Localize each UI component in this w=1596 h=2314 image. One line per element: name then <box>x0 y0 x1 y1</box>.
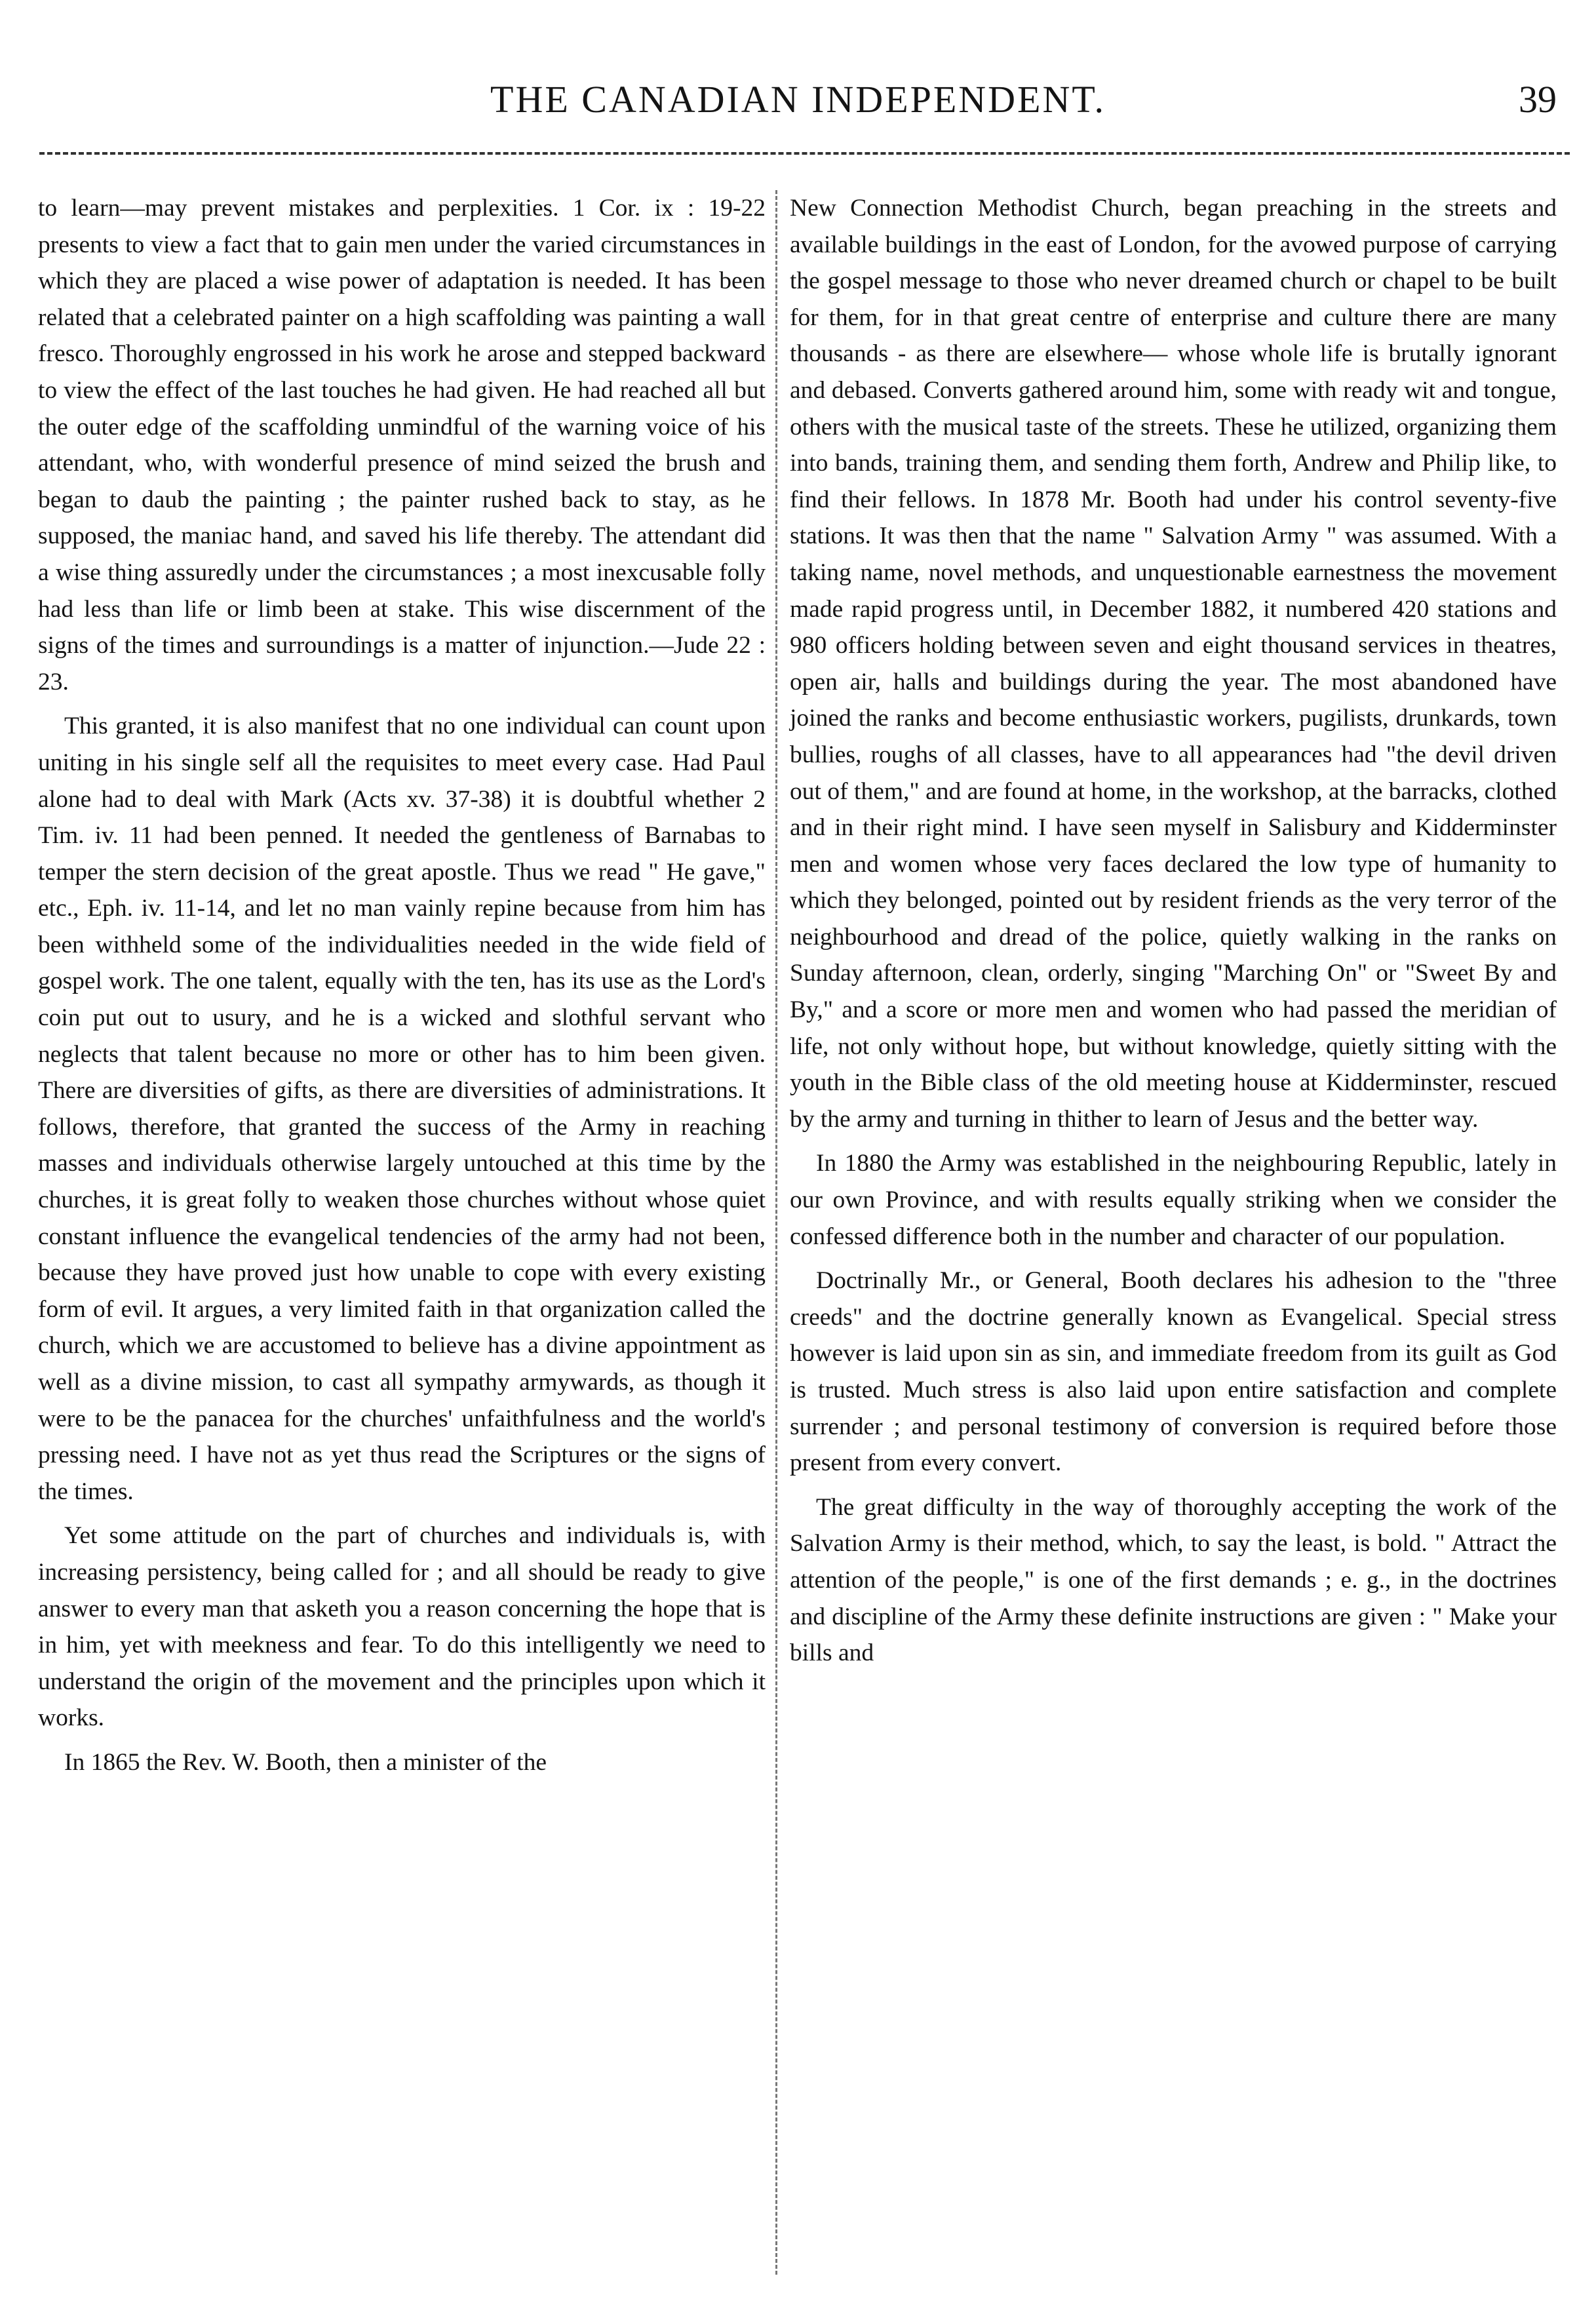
header-rule <box>39 152 1570 155</box>
page-header <box>26 77 1570 130</box>
paragraph: New Connection Methodist Church, began preaching in the streets and available buildings in the east of London, for the avowed purpose of carrying the gospel message to those who never dreamed church or chapel to be built for them, for in that great centre of enterprise and culture there are many thousands - as there are elsewhere— whose whole life is brutally ignorant and debased. Converts gathered around him, some with ready wit and tongue, others with the musical taste of the streets. These he utilized, organizing them into bands, training them, and sending them forth, Andrew and Philip like, to find their fellows. In 1878 Mr. Booth had under his control seventy-five stations. It was then that the name " Salvation Army " was assumed. With a taking name, novel methods, and unquestionable earnestness the movement made rapid progress until, in December 1882, it numbered 420 stations and 980 officers holding between seven and eight thousand services in theatres, open air, halls and buildings during the year. The most abandoned have joined the ranks and become enthusiastic workers, pugilists, drunkards, town bullies, roughs of all classes, have to all appearances had "the devil driven out of them," and are found at home, in the workshop, at the barracks, clothed and in their right mind. I have seen myself in Salisbury and Kidderminster men and women whose very faces declared the low type of humanity to which they belonged, pointed out by resident friends as the very terror of the neighbourhood and dread of the police, quietly walking in the ranks on Sunday afternoon, clean, orderly, singing "Marching On" or "Sweet By and By," and a score or more men and women who had passed the meridian of life, not only without hope, but without knowledge, quietly sitting with the youth in the Bible class of the old meeting house at Kidderminster, rescued by the army and turning in thither to learn of Jesus and the better way. <box>790 195 1557 1133</box>
left-column <box>38 190 766 1781</box>
page-number: 39 <box>1519 78 1557 121</box>
paragraph: The great difficulty in the way of thoroughly accepting the work of the Salvation Army is their method, which, to say the least, is bold. " Attract the attention of the people," is one of the first demands ; e. g., in the doctrines and discipline of the Army these definite instructions are given : " Make your bills and <box>790 1493 1557 1667</box>
paragraph: to learn—may prevent mistakes and perplexities. 1 Cor. ix : 19-22 presents to view a fact that to gain men under the varied circumstances in which they are placed a wise power of adaptation is needed. It has been related that a celebrated painter on a high scaffolding was painting a wall fresco. Thoroughly engrossed in his work he arose and stepped backward to view the effect of the last touches he had given. He had reached all but the outer edge of the scaffolding unmindful of the warning voice of his attendant, who, with wonderful presence of mind seized the brush and began to daub the painting ; the painter rushed back to stay, as he supposed, the maniac hand, and saved his life thereby. The attendant did a wise thing assuredly under the circumstances ; a most inexcusable folly had less than life or limb been at stake. This wise discernment of the signs of the times and surroundings is a matter of injunction.—Jude 22 : 23. <box>38 195 766 696</box>
paragraph: Doctrinally Mr., or General, Booth declares his adhesion to the "three creeds" and the doctrine generally known as Evangelical. Special stress however is laid upon sin as sin, and immediate freedom from its guilt as God is trusted. Much stress is also laid upon entire satisfaction and complete surrender ; and personal testimony of conversion is required before those present from every convert. <box>790 1267 1557 1477</box>
paragraph: In 1865 the Rev. W. Booth, then a minister of the <box>64 1748 547 1776</box>
paragraph: In 1880 the Army was established in the neighbouring Republic, lately in our own Province, and with results equally striking when we consider the confessed difference both in the number and character of our population. <box>790 1150 1557 1250</box>
column-divider <box>775 190 777 2275</box>
paragraph: This granted, it is also manifest that no one individual can count upon uniting in his single self all the requisites to meet every case. Had Paul alone had to deal with Mark (Acts xv. 37-38) it is doubtful whether 2 Tim. iv. 11 had been penned. It needed the gentleness of Barnabas to temper the stern decision of the great apostle. Thus we read " He gave," etc., Eph. iv. 11-14, and let no man vainly repine because from him has been withheld some of the individualities needed in the wide field of gospel work. The one talent, equally with the ten, has its use as the Lord's coin put out to usury, and he is a wicked and slothful servant who neglects that talent because no more or other has to him been given. There are diversities of gifts, as there are diversities of administrations. It follows, therefore, that granted the success of the Army in reaching masses and individuals otherwise largely untouched at this time by the churches, it is great folly to weaken those churches without whose quiet constant influence the evangelical tendencies of the army had not been, because they have proved just how unable to cope with every existing form of evil. It argues, a very limited faith in that organization called the church, which we are accustomed to believe has a divine appointment as well as a divine mission, to cast all sympathy armywards, as though it were to be the panacea for the churches' unfaithfulness and the world's pressing need. I have not as yet thus read the Scriptures or the signs of the times. <box>38 713 766 1505</box>
paragraph: Yet some attitude on the part of churches and individuals is, with increasing persistency, being called for ; and all should be ready to give answer to every man that asketh you a reason concerning the hope that is in him, yet with meekness and fear. To do this intelligently we need to understand the origin of the movement and the principles upon which it works. <box>38 1522 766 1732</box>
running-title: THE CANADIAN INDEPENDENT. <box>490 78 1106 121</box>
right-column <box>790 190 1557 1672</box>
